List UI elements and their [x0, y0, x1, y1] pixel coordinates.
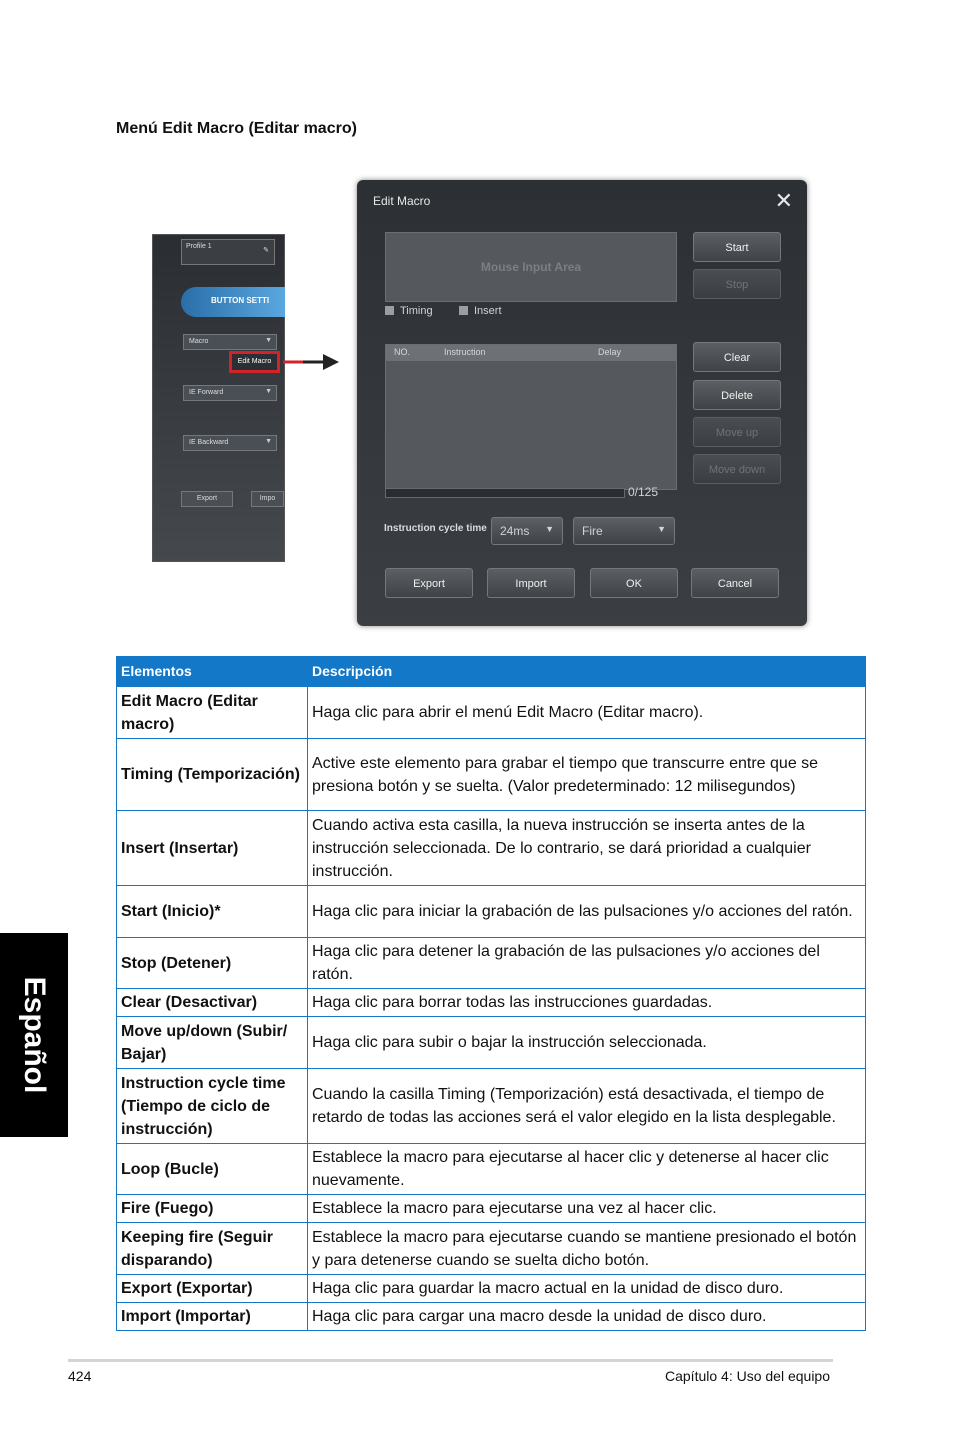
timing-checkbox[interactable]	[385, 305, 433, 317]
checkbox-box[interactable]	[385, 306, 394, 315]
element-cell: Move up/down (Subir/ Bajar)	[117, 1017, 308, 1069]
element-cell: Import (Importar)	[117, 1303, 308, 1331]
insert-label: Insert	[474, 305, 502, 317]
element-cell: Loop (Bucle)	[117, 1144, 308, 1195]
macro-dropdown[interactable]	[183, 334, 277, 350]
description-cell: Cuando la casilla Timing (Temporización) está desactivada, el tiempo de retardo de todas las acciones será el valor elegido en la lista desplegable.	[308, 1069, 866, 1144]
backward-dropdown-value: IE Backward	[189, 439, 229, 446]
description-cell: Haga clic para iniciar la grabación de las pulsaciones y/o acciones del ratón.	[308, 886, 866, 938]
start-button[interactable]: Start	[693, 232, 781, 262]
chevron-down-icon: ▼	[265, 337, 272, 344]
table-row	[117, 989, 866, 1017]
instruction-progress-bar	[385, 488, 625, 498]
table-row	[117, 811, 866, 886]
ok-button[interactable]: OK	[590, 568, 678, 598]
table-row	[117, 1017, 866, 1069]
panel-import-button[interactable]: Impo	[251, 491, 284, 507]
language-side-tab	[0, 933, 68, 1137]
cancel-button[interactable]: Cancel	[691, 568, 779, 598]
button-settings-panel	[152, 234, 285, 562]
table-row	[117, 938, 866, 989]
cycle-time-value: 24ms	[500, 524, 530, 538]
col-delay: Delay	[598, 347, 622, 357]
element-cell: Export (Exportar)	[117, 1275, 308, 1303]
move-up-button[interactable]: Move up	[693, 417, 781, 447]
table-row	[117, 739, 866, 811]
element-cell: Timing (Temporización)	[117, 739, 308, 811]
close-icon[interactable]: ✕	[774, 188, 793, 213]
table-row	[117, 1195, 866, 1223]
cycle-time-label: Instruction cycle time	[384, 523, 487, 534]
table-row	[117, 687, 866, 739]
arrow-right-icon	[283, 352, 339, 372]
description-cell: Establece la macro para ejecutarse al hacer clic y detenerse al hacer clic nuevamente.	[308, 1144, 866, 1195]
element-cell: Stop (Detener)	[117, 938, 308, 989]
description-cell: Haga clic para abrir el menú Edit Macro (Editar macro).	[308, 687, 866, 739]
description-cell: Haga clic para detener la grabación de las pulsaciones y/o acciones del ratón.	[308, 938, 866, 989]
table-row	[117, 1275, 866, 1303]
element-cell: Edit Macro (Editar macro)	[117, 687, 308, 739]
mouse-input-area[interactable]: Mouse Input Area	[385, 232, 677, 302]
mode-select[interactable]	[573, 517, 675, 545]
element-cell: Instruction cycle time (Tiempo de ciclo de instrucción)	[117, 1069, 308, 1144]
backward-dropdown[interactable]	[183, 435, 277, 451]
profile-name-field[interactable]	[181, 239, 275, 265]
element-cell: Keeping fire (Seguir disparando)	[117, 1223, 308, 1275]
pencil-icon[interactable]: ✎	[263, 247, 269, 254]
page-number: 424	[68, 1368, 92, 1384]
stop-button[interactable]: Stop	[693, 269, 781, 299]
description-cell: Haga clic para guardar la macro actual en la unidad de disco duro.	[308, 1275, 866, 1303]
section-heading: Menú Edit Macro (Editar macro)	[116, 120, 357, 137]
description-cell: Active este elemento para grabar el tiempo que transcurre entre que se presiona botón y se suelta. (Valor predeterminado: 12 milisegundos)	[308, 739, 866, 811]
element-cell: Insert (Insertar)	[117, 811, 308, 886]
dialog-title: Edit Macro	[373, 194, 431, 208]
edit-macro-dialog	[357, 180, 807, 626]
export-button[interactable]: Export	[385, 568, 473, 598]
header-descripcion: Descripción	[308, 657, 866, 687]
element-cell: Start (Inicio)*	[117, 886, 308, 938]
insert-checkbox[interactable]	[459, 305, 502, 317]
timing-label: Timing	[400, 305, 433, 317]
table-header-row	[117, 657, 866, 687]
chevron-down-icon: ▼	[545, 524, 554, 534]
macro-dropdown-value: Macro	[189, 338, 209, 345]
elements-table	[116, 656, 866, 1331]
footer-divider	[68, 1359, 833, 1362]
description-cell: Haga clic para borrar todas las instrucciones guardadas.	[308, 989, 866, 1017]
import-button[interactable]: Import	[487, 568, 575, 598]
col-no: NO.	[394, 347, 411, 357]
header-elementos: Elementos	[117, 657, 308, 687]
description-cell: Establece la macro para ejecutarse cuando se mantiene presionado el botón y para detenerse cuando se suelta dicho botón.	[308, 1223, 866, 1275]
forward-dropdown[interactable]	[183, 385, 277, 401]
table-row	[117, 1303, 866, 1331]
element-cell: Fire (Fuego)	[117, 1195, 308, 1223]
instruction-list-header	[386, 345, 676, 361]
description-cell: Haga clic para cargar una macro desde la unidad de disco duro.	[308, 1303, 866, 1331]
element-cell: Clear (Desactivar)	[117, 989, 308, 1017]
panel-export-button[interactable]: Export	[181, 491, 233, 507]
table-row	[117, 1069, 866, 1144]
delete-button[interactable]: Delete	[693, 380, 781, 410]
side-tab-label: Español	[18, 976, 51, 1094]
forward-dropdown-value: IE Forward	[189, 389, 224, 396]
chapter-title: Capítulo 4: Uso del equipo	[665, 1368, 830, 1384]
button-settings-logo: BUTTON SETTI	[181, 287, 285, 317]
instruction-count: 0/125	[628, 485, 659, 499]
description-cell: Establece la macro para ejecutarse una vez al hacer clic.	[308, 1195, 866, 1223]
description-cell: Cuando activa esta casilla, la nueva instrucción se inserta antes de la instrucción seleccionada. De lo contrario, se dará prioridad a cualquier instrucción.	[308, 811, 866, 886]
chevron-down-icon: ▼	[657, 524, 666, 534]
checkbox-box[interactable]	[459, 306, 468, 315]
chevron-down-icon: ▼	[265, 438, 272, 445]
mode-value: Fire	[582, 524, 603, 538]
col-instruction: Instruction	[444, 347, 486, 357]
instruction-list[interactable]	[385, 344, 677, 490]
table-row	[117, 1223, 866, 1275]
table-row	[117, 1144, 866, 1195]
clear-button[interactable]: Clear	[693, 342, 781, 372]
description-cell: Haga clic para subir o bajar la instrucción seleccionada.	[308, 1017, 866, 1069]
table-row	[117, 886, 866, 938]
cycle-time-select[interactable]	[491, 517, 563, 545]
profile-name-value: Profile 1	[186, 243, 212, 250]
move-down-button[interactable]: Move down	[693, 454, 781, 484]
chevron-down-icon: ▼	[265, 388, 272, 395]
edit-macro-button[interactable]: Edit Macro	[229, 351, 280, 373]
